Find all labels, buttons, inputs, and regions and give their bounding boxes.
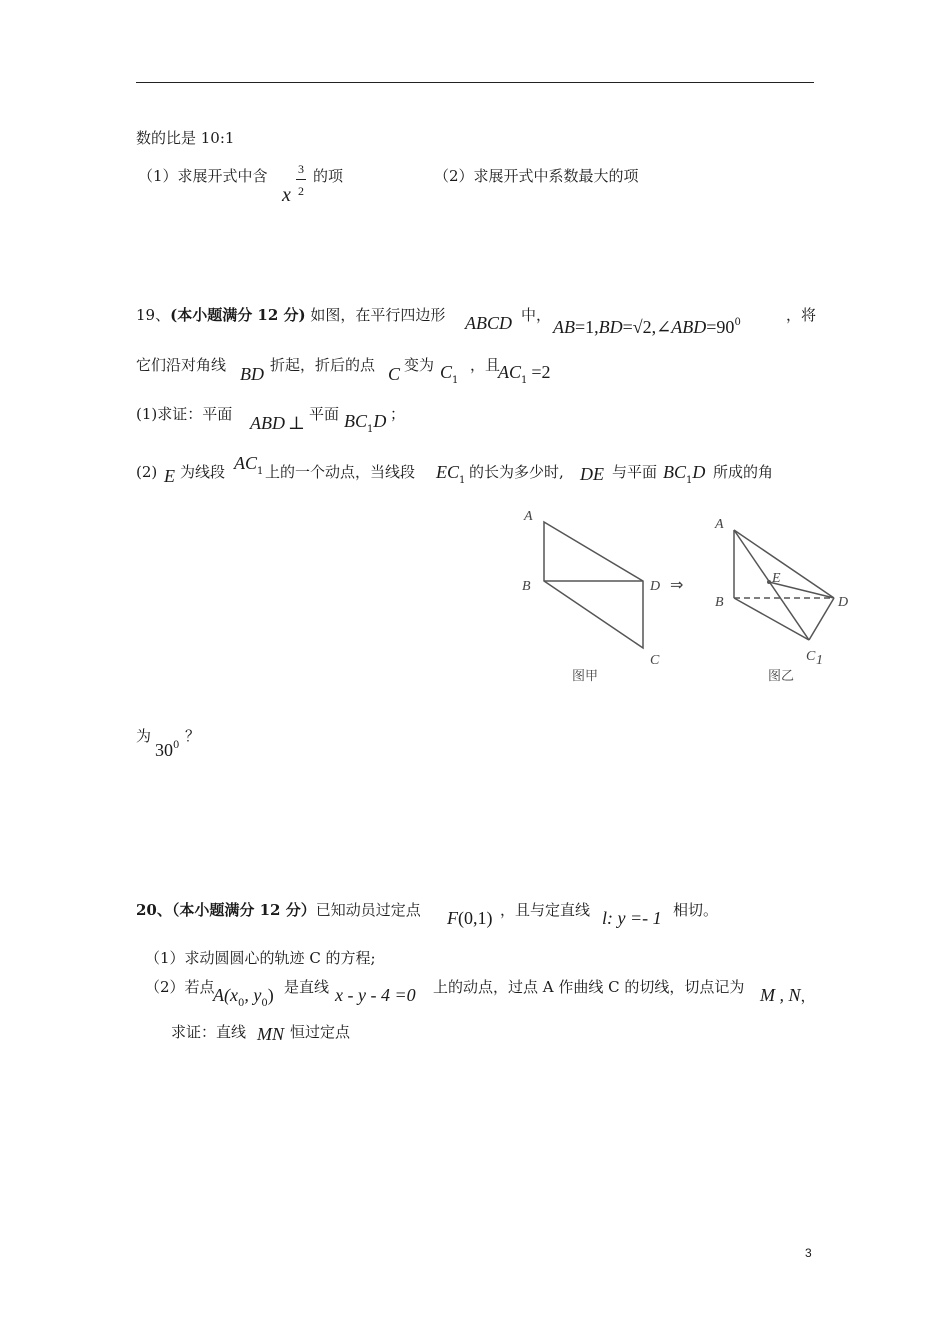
- p20-q1-text: （1）求动圆圆心的轨迹 C 的方程;: [145, 949, 376, 967]
- p18-q1-text: （1）求展开式中含: [138, 167, 268, 185]
- p19-q2-angle: 所成的角: [713, 463, 774, 481]
- math-mn2: MN: [257, 1024, 284, 1044]
- p19-q2-length: 的长为多少时,: [469, 463, 564, 481]
- p18-q2-text: （2）求展开式中系数最大的项: [434, 167, 639, 185]
- math-c: C: [388, 364, 401, 384]
- math-perp: ⊥: [288, 413, 305, 433]
- math-eq2: =√2,∠: [622, 317, 672, 337]
- math-close: ): [267, 985, 274, 1005]
- p20-q2-end: ，: [800, 987, 816, 1005]
- p19-q2-d: [469, 462, 564, 482]
- math-eq3: =90: [706, 317, 735, 337]
- math-ec-sub: 1: [459, 475, 466, 486]
- p20-q3-text: 求证：直线: [171, 1023, 247, 1041]
- p20-q2-b: [284, 977, 329, 997]
- caption-left: 图甲: [572, 669, 599, 684]
- p20-tail: [673, 900, 718, 920]
- p19-number: 19、: [136, 306, 171, 324]
- p19-q1-bc1d: [344, 411, 386, 440]
- p20-q2-tangent: 上的动点，过点 A 作曲线 C 的切线，切点记为: [433, 978, 745, 996]
- p19-l2b: 折起，折后的点: [270, 356, 376, 374]
- header-rule: [136, 82, 814, 83]
- p18-q2: [434, 166, 639, 186]
- p19-abcd: [465, 313, 512, 334]
- p19-tail: [786, 305, 816, 325]
- p18-q1-suffix-text: 的项: [313, 167, 344, 185]
- p20-line1: [136, 900, 421, 920]
- p20-q2-line: [335, 985, 416, 1006]
- label-E-right: E: [772, 571, 781, 586]
- p19-q2-plane: 与平面: [612, 463, 658, 481]
- math-bc: BC: [344, 411, 368, 431]
- p19-q1-a: [136, 404, 232, 424]
- math-bd2: BD: [240, 364, 264, 384]
- p19-q2-h: [185, 726, 200, 746]
- p19-q1-b: [309, 404, 339, 424]
- math-d: D: [373, 411, 387, 431]
- edge-bc1: [734, 598, 809, 640]
- p19-line2-a: [136, 355, 226, 375]
- p19-l2d: 变为: [404, 356, 435, 374]
- p19-q2-c: [265, 462, 415, 482]
- p20-mid: [500, 900, 590, 920]
- label-A-right: A: [715, 517, 724, 532]
- p19-q1-end-text: ；: [390, 405, 406, 423]
- p19-q1-plane: 平面: [309, 405, 340, 423]
- page-number: 3: [805, 1246, 812, 1260]
- p19-q1-end: [390, 404, 405, 424]
- p20-q3-fixed: 恒过定点: [290, 1023, 351, 1041]
- math-deg: 0: [734, 317, 741, 328]
- p19-line2-bd: [240, 364, 264, 385]
- p19-line2-e: [470, 355, 500, 375]
- p19-q2-e2: [612, 462, 657, 482]
- parallelogram-abdc: [544, 522, 643, 648]
- edge-c1d: [809, 598, 834, 640]
- p19-q2-ec1: [436, 462, 465, 491]
- p20-q2-label: （2）若点: [145, 978, 215, 996]
- p19-q2-wei: 为: [136, 727, 152, 745]
- p19-q2-f: [713, 462, 773, 482]
- math-eq-2: =2: [531, 362, 551, 382]
- p20-q2-mn: [760, 985, 816, 1006]
- p19-q2-a: [136, 462, 157, 482]
- math-d2: D: [692, 462, 706, 482]
- math-c1-sub: 1: [452, 375, 459, 386]
- math-bc2-sub: 1: [686, 475, 693, 486]
- math-y0-sub: 0: [261, 998, 268, 1009]
- math-y: , y: [244, 985, 262, 1005]
- p19-q1-text: (1)求证：平面: [136, 405, 233, 423]
- frac-bar: [296, 179, 306, 180]
- p20-q2-c: [433, 977, 744, 997]
- p20-tail-text: 相切。: [673, 901, 719, 919]
- p19-q2-e: [164, 466, 175, 487]
- frac-num: 3: [298, 162, 304, 176]
- p19-q2-label: (2): [136, 463, 158, 481]
- p20-intro: 已知动员过定点: [315, 901, 421, 919]
- p20-number: 20、: [136, 901, 172, 919]
- math-c1: C: [440, 362, 453, 382]
- arrow-icon: ⇒: [670, 575, 684, 594]
- p19-line2-d: [404, 355, 434, 375]
- math-abd2: ABD: [250, 413, 285, 433]
- p19-q2-b: [180, 462, 225, 482]
- label-D-right: D: [838, 595, 849, 610]
- p19-q2-qmark: ？: [185, 727, 201, 745]
- p18-q1: [138, 166, 268, 186]
- math-ac1-sub: 1: [521, 375, 528, 386]
- p20-q2-point: [213, 985, 274, 1014]
- math-x: (x: [224, 985, 238, 1005]
- p19-q2-de: [580, 464, 604, 485]
- p18-q1-suffix: [313, 166, 343, 186]
- math-30-deg: 0: [173, 740, 180, 751]
- p19-q2-30: [155, 736, 179, 761]
- p20-score: （本小题满分 12 分）: [171, 901, 316, 919]
- label-B-left: B: [522, 579, 531, 594]
- p20-q2-a: [145, 977, 215, 997]
- p20-q3-b: [290, 1022, 350, 1042]
- math-abd: ABD: [671, 317, 707, 337]
- ratio-line: 数的比是 10:1: [136, 129, 235, 147]
- p19-q1-abd: [250, 413, 305, 434]
- label-C1-sub: 1: [816, 653, 823, 668]
- p19-q2-seg: 为线段: [180, 463, 226, 481]
- math-bc-sub: 1: [367, 424, 374, 435]
- p19-mid-text: 中，: [521, 306, 552, 324]
- continued-text: [136, 128, 234, 148]
- math-eq1: =1,: [575, 317, 599, 337]
- label-D-left: D: [650, 579, 661, 594]
- math-bd: BD: [598, 317, 623, 337]
- math-ac-sub: 1: [257, 466, 264, 477]
- p20-f: [447, 908, 493, 929]
- math-f-coords: (0,1): [458, 908, 493, 928]
- p20-q3-mn: [257, 1024, 284, 1045]
- p19-q2-g: [136, 726, 151, 746]
- p19-q2-bc1d: [663, 462, 705, 491]
- math-ac: AC: [234, 453, 258, 473]
- p20-q1: [145, 948, 376, 968]
- fold-figure: [510, 500, 870, 700]
- p19-q2-ac1: [234, 453, 263, 482]
- p19-l2a: 它们沿对角线: [136, 356, 227, 374]
- p20-mid-text: ，且与定直线: [500, 901, 591, 919]
- p19-l2e: ，且: [470, 356, 501, 374]
- math-x0-sub: 0: [237, 998, 245, 1009]
- p19-tail-text: ，将: [786, 306, 817, 324]
- p19-line2-b: [270, 355, 375, 375]
- p19-line2-c: [388, 364, 400, 385]
- math-f: F: [447, 908, 458, 928]
- math-A: A: [213, 985, 224, 1005]
- figure-left: [522, 509, 660, 684]
- var-x: x: [282, 184, 291, 206]
- label-C-left: C: [650, 653, 660, 668]
- p19-intro: 如图，在平行四边形: [310, 306, 446, 324]
- label-A-left: A: [524, 509, 533, 524]
- math-e: E: [164, 466, 175, 486]
- math-30: 30: [155, 740, 173, 760]
- p19-q2-moving: 上的一个动点，当线段: [265, 463, 416, 481]
- math-line-eq: x - y - 4 =0: [335, 985, 416, 1005]
- p18-x-power: [282, 160, 308, 210]
- p19-line2-ac1: [498, 362, 551, 391]
- p20-line-l: [602, 908, 662, 929]
- p19-conditions: [553, 313, 741, 338]
- math-ec: EC: [436, 462, 460, 482]
- figure-right: [714, 517, 848, 684]
- p19-line2-c1: [440, 362, 458, 391]
- p20-q2-line-text: 是直线: [284, 978, 330, 996]
- math-bc2: BC: [663, 462, 687, 482]
- math-l-eq: : y =- 1: [607, 908, 662, 928]
- math-abcd: ABCD: [465, 313, 512, 333]
- p20-q3-a: [171, 1022, 246, 1042]
- math-de: DE: [580, 464, 604, 484]
- caption-right: 图乙: [768, 669, 795, 684]
- point-e: [767, 580, 771, 584]
- math-ab: AB: [553, 317, 575, 337]
- math-ac1: AC: [498, 362, 522, 382]
- label-B-right: B: [715, 595, 724, 610]
- p19-score: (本小题满分 12 分): [170, 306, 306, 324]
- math-mn: M , N: [760, 985, 801, 1005]
- label-C1-right: C: [806, 649, 816, 664]
- p19-line1: [136, 305, 445, 325]
- frac-den: 2: [298, 184, 304, 198]
- p19-mid: [521, 305, 551, 325]
- math-l: l: [602, 908, 608, 928]
- edge-ad: [734, 530, 834, 598]
